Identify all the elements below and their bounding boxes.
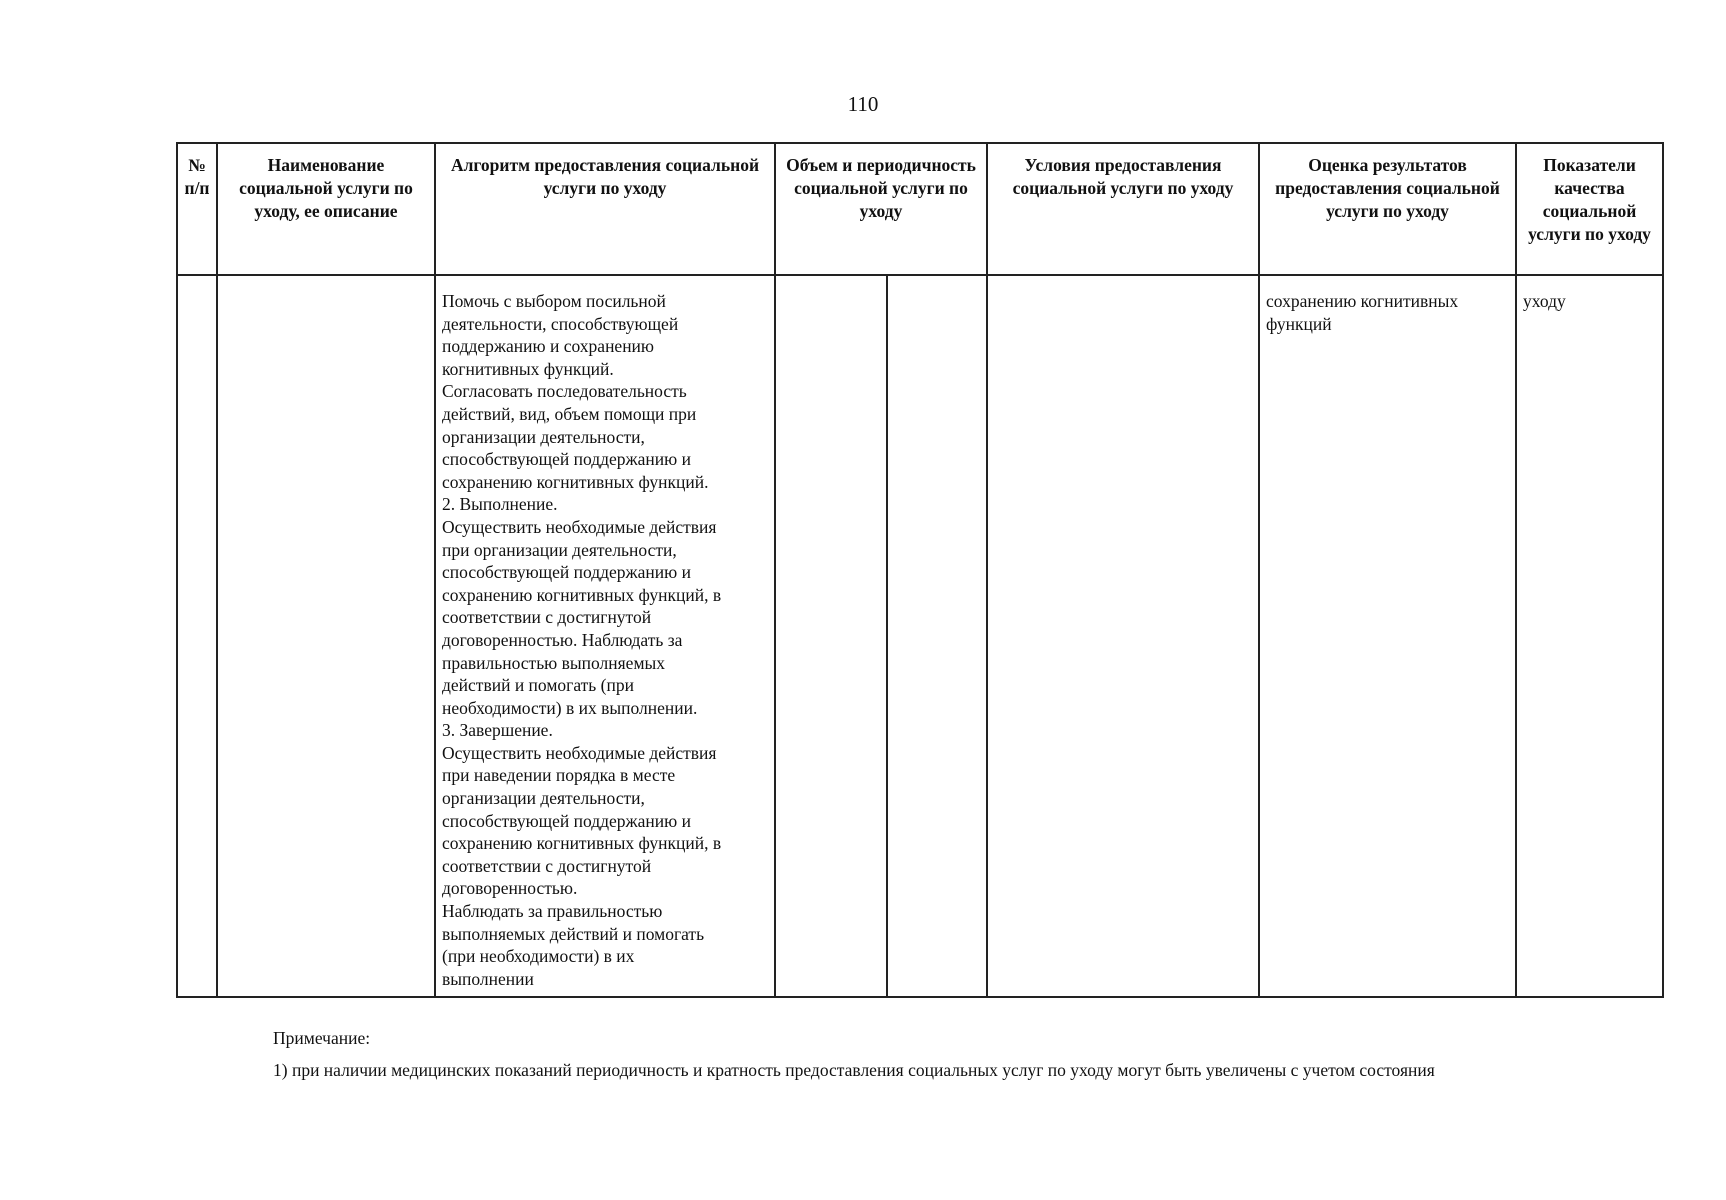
cell-algorithm: Помочь с выбором посильной деятельности, способствующей поддержанию и сохранению когнитивных функций. Согласовать последовательность действий, вид, объем помощи при организации деятельности, способствующей поддержанию и сохранению когнитивных функций. 2. Выполнение. Осуществить необходимые действия при организации деятельности, способствующей поддержанию и сохранению когнитивных функций, в соответствии с достигнутой договоренностью. Наблюдать за правильностью выполняемых действий и помогать (при необходимости) в их выполнении. 3. Завершение. Осуществить необходимые действия при наведении порядка в месте организации деятельности, способствующей поддержанию и сохранению когнитивных функций, в соответствии с достигнутой договоренностью. Наблюдать за правильностью выполняемых действий и помогать (при необходимости) в их выполнении: [435, 275, 775, 997]
cell-periodicity: [887, 275, 987, 997]
header-num: № п/п: [177, 143, 217, 275]
header-algorithm: Алгоритм предоставления социальной услуги по уходу: [435, 143, 775, 275]
header-evaluation: Оценка результатов предоставления социальной услуги по уходу: [1259, 143, 1516, 275]
note-block: [273, 1022, 1435, 1086]
header-name: Наименование социальной услуги по уходу, ее описание: [217, 143, 435, 275]
cell-evaluation: сохранению когнитивных функций: [1259, 275, 1516, 997]
cell-num: [177, 275, 217, 997]
cell-volume: [775, 275, 887, 997]
cell-conditions: [987, 275, 1259, 997]
note-title: Примечание:: [273, 1028, 371, 1048]
cell-name: [217, 275, 435, 997]
header-volume: Объем и периодичность социальной услуги по уходу: [775, 143, 987, 275]
table-header-row: [177, 143, 1663, 275]
cell-quality: уходу: [1516, 275, 1663, 997]
header-quality: Показатели качества социальной услуги по уходу: [1516, 143, 1663, 275]
header-conditions: Условия предоставления социальной услуги по уходу: [987, 143, 1259, 275]
note-text: 1) при наличии медицинских показаний периодичность и кратность предоставления социальных услуг по уходу могут быть увеличены с учетом состояния: [273, 1060, 1435, 1080]
table-row: [177, 275, 1663, 997]
services-table: [176, 142, 1664, 998]
page-number: 110: [847, 92, 879, 116]
